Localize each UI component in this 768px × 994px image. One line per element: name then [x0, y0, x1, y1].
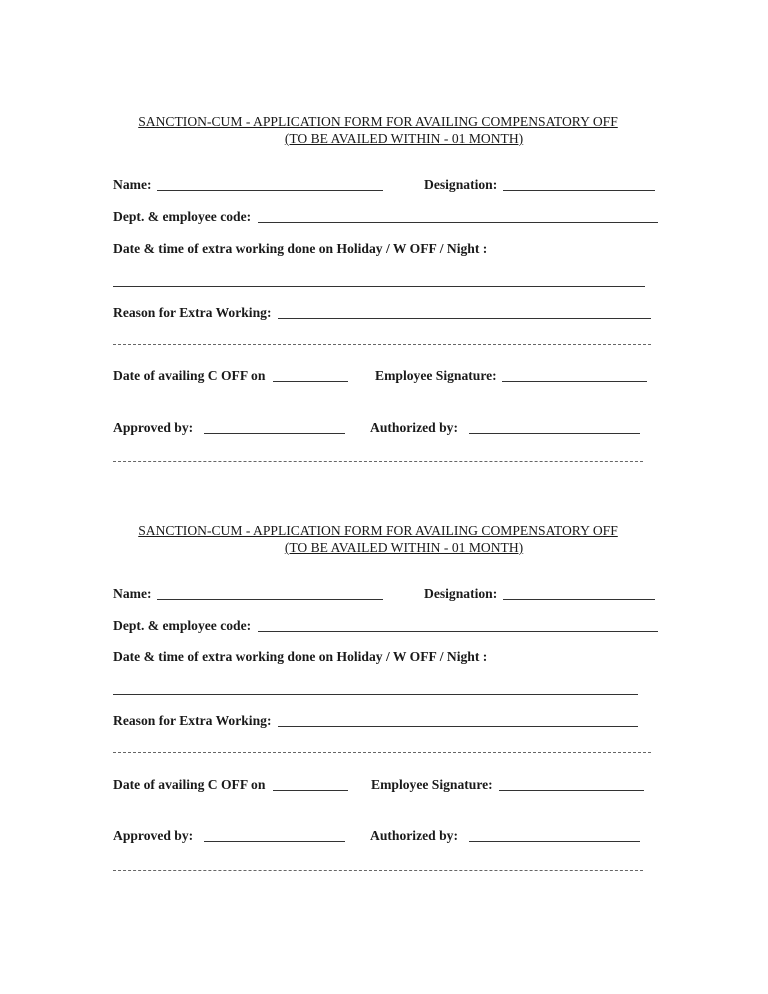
- reason-label: Reason for Extra Working:: [113, 305, 272, 320]
- authorized-by-field[interactable]: [469, 433, 640, 434]
- form-title-line-2: (TO BE AVAILED WITHIN - 01 MONTH): [284, 540, 524, 555]
- form-separator-line: [113, 461, 643, 462]
- date-availing-label: Date of availing C OFF on: [113, 368, 266, 383]
- form-title-line-2: (TO BE AVAILED WITHIN - 01 MONTH): [284, 131, 524, 146]
- name-label: Name:: [113, 177, 152, 192]
- reason-field[interactable]: [278, 726, 638, 727]
- designation-label: Designation:: [424, 177, 498, 192]
- employee-signature-field[interactable]: [499, 790, 644, 791]
- authorized-by-label: Authorized by:: [370, 828, 458, 843]
- dept-employee-code-field[interactable]: [258, 631, 658, 632]
- reason-continuation-line[interactable]: [113, 752, 651, 753]
- extra-working-date-time-label: Date & time of extra working done on Holiday / W OFF / Night :: [113, 241, 488, 256]
- approved-by-label: Approved by:: [113, 420, 194, 435]
- employee-signature-field[interactable]: [502, 381, 647, 382]
- name-field[interactable]: [157, 599, 383, 600]
- employee-signature-label: Employee Signature:: [371, 777, 493, 792]
- approved-by-field[interactable]: [204, 841, 345, 842]
- date-availing-field[interactable]: [273, 790, 348, 791]
- name-field[interactable]: [157, 190, 383, 191]
- extra-working-date-time-label: Date & time of extra working done on Holiday / W OFF / Night :: [113, 649, 488, 664]
- reason-continuation-line[interactable]: [113, 344, 651, 345]
- form-separator-line: [113, 870, 643, 871]
- approved-by-field[interactable]: [204, 433, 345, 434]
- date-availing-label: Date of availing C OFF on: [113, 777, 266, 792]
- dept-employee-code-field[interactable]: [258, 222, 658, 223]
- designation-field[interactable]: [503, 190, 655, 191]
- date-availing-field[interactable]: [273, 381, 348, 382]
- approved-by-label: Approved by:: [113, 828, 194, 843]
- authorized-by-field[interactable]: [469, 841, 640, 842]
- extra-working-date-time-field[interactable]: [113, 694, 638, 695]
- name-label: Name:: [113, 586, 152, 601]
- dept-employee-code-label: Dept. & employee code:: [113, 209, 252, 224]
- extra-working-date-time-field[interactable]: [113, 286, 645, 287]
- form-title-line-1: SANCTION-CUM - APPLICATION FORM FOR AVAILING COMPENSATORY OFF: [138, 114, 618, 129]
- dept-employee-code-label: Dept. & employee code:: [113, 618, 252, 633]
- form-title-line-1: SANCTION-CUM - APPLICATION FORM FOR AVAILING COMPENSATORY OFF: [138, 523, 618, 538]
- designation-label: Designation:: [424, 586, 498, 601]
- designation-field[interactable]: [503, 599, 655, 600]
- reason-field[interactable]: [278, 318, 651, 319]
- employee-signature-label: Employee Signature:: [375, 368, 497, 383]
- authorized-by-label: Authorized by:: [370, 420, 458, 435]
- reason-label: Reason for Extra Working:: [113, 713, 272, 728]
